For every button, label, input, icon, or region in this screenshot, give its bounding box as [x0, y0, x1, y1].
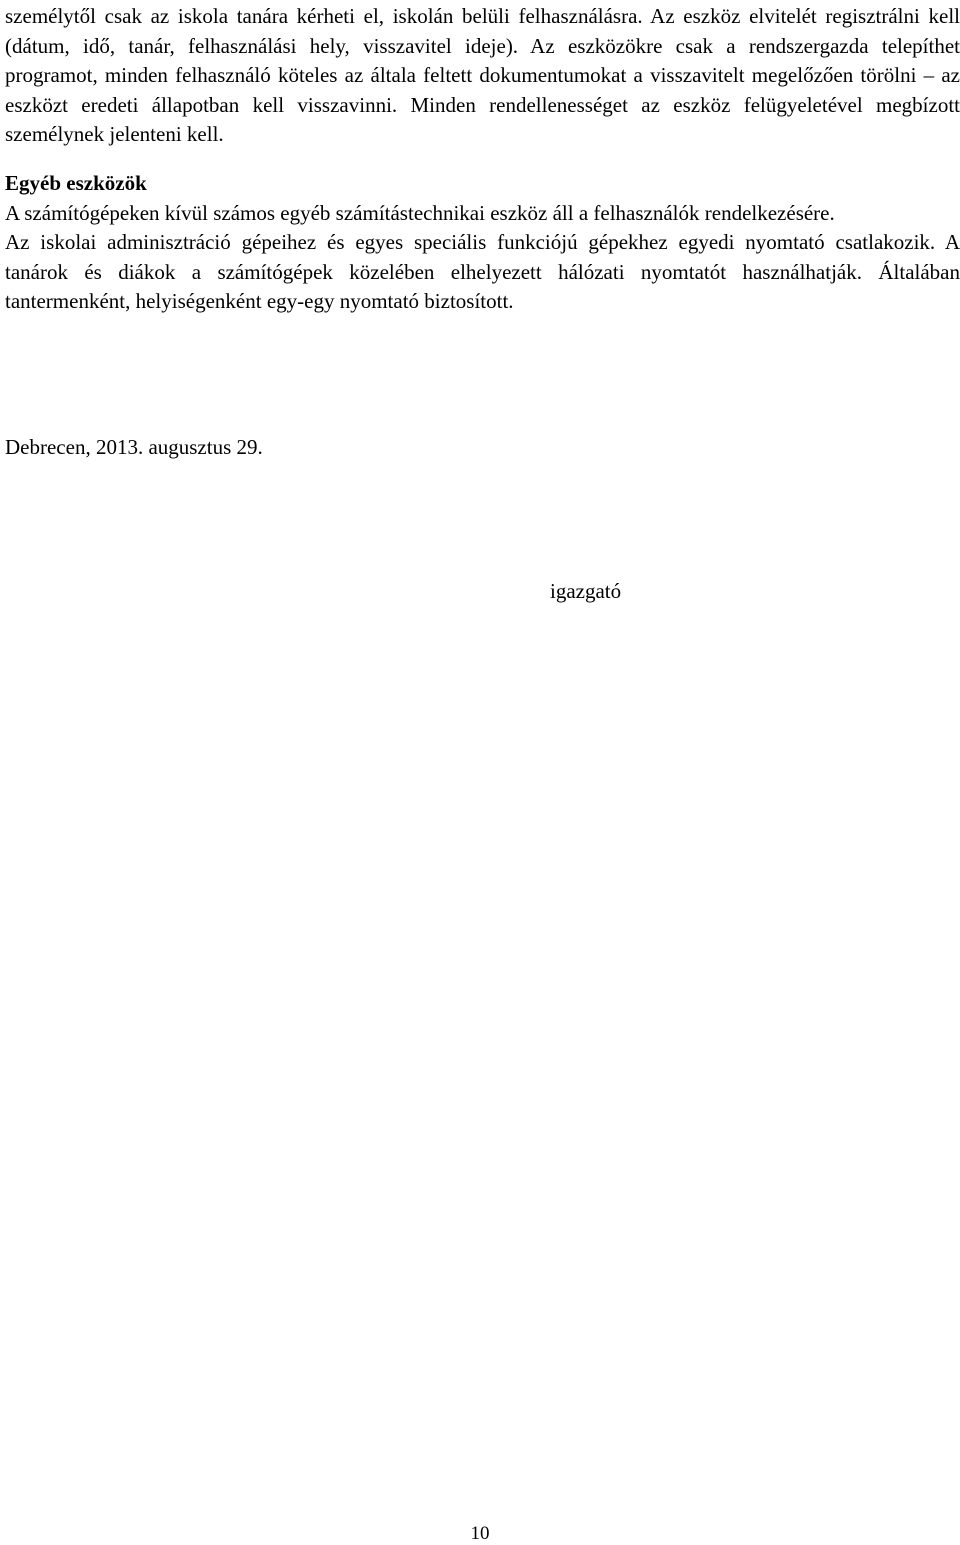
date-line: Debrecen, 2013. augusztus 29.: [5, 435, 263, 459]
document-body: [5, 0, 960, 317]
section-paragraph-1: A számítógépeken kívül számos egyéb számítástechnikai eszköz áll a felhasználók rendelkezésére.: [5, 200, 835, 225]
section-heading: Egyéb eszközök: [5, 170, 147, 195]
intro-paragraph: személytől csak az iskola tanára kérheti el, iskolán belüli felhasználásra. Az eszköz elvitelét regisztrálni kell (dátum, idő, tanár, felhasználási hely, visszavitel ideje). Az eszközökre csak a rendszergazda telepíthet programot, minden felhasználó köteles az általa feltett dokumentumokat a visszavitelt megelőzően törölni – az eszközt eredeti állapotban kell visszavinni. Minden rendellenességet az eszköz felügyeletével megbízott személynek jelenteni kell.: [5, 4, 960, 147]
section-paragraph-2: Az iskolai adminisztráció gépeihez és egyes speciális funkciójú gépekhez egyedi nyomtató csatlakozik. A tanárok és diákok a számítógépek közelében elhelyezett hálózati nyomtatót használhatják. Általában tantermenként, helyiségenként egy-egy nyomtató biztosított.: [5, 230, 960, 314]
signature-label: igazgató: [550, 579, 622, 603]
page-number: 10: [470, 1523, 490, 1544]
